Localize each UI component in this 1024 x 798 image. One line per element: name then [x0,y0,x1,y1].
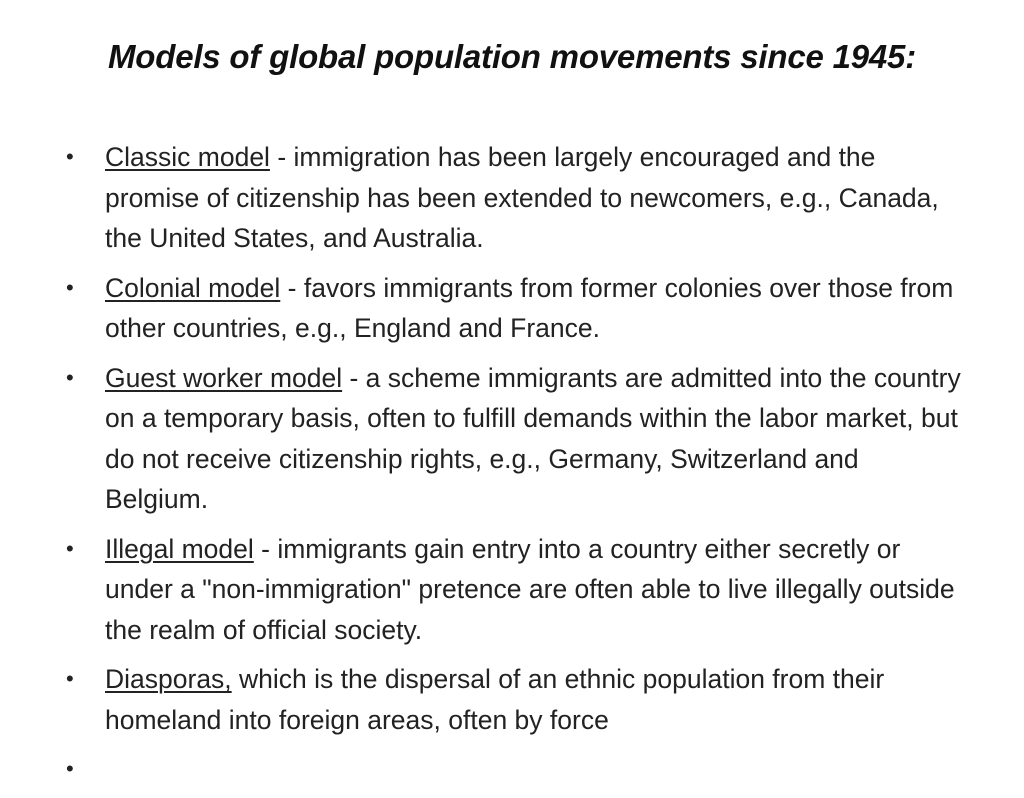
slide-title: Models of global population movements since 1945: [107,38,916,75]
bullet-item-guest-worker-model [0,358,1024,520]
bullet-item-diasporas [0,659,1024,740]
bullet-term: Classic model [105,142,270,172]
bullet-text: - immigrants gain entry into a country either secretly or under a "non-immigration" pretence are often able to live illegally outside the realm of official society. [105,533,955,645]
bullet-text: - favors immigrants from former colonies over those from other countries, e.g., England and France. [105,272,954,343]
bullet-term: Diasporas, [105,664,232,694]
bullet-list [0,137,1024,798]
bullet-icon: • [66,756,74,781]
bullet-item-colonial-model [0,268,1024,349]
bullet-item-classic-model [0,137,1024,259]
bullet-term: Illegal model [105,533,254,564]
bullet-item-illegal-model [0,529,1024,651]
bullet-term: Colonial model [105,272,281,303]
bullet-text: - immigration has been largely encouraged and the promise of citizenship has been extended to newcomers, e.g., Canada, the United States, and Australia. [105,142,939,253]
bullet-icon: • [66,535,74,561]
bullet-icon: • [66,274,74,300]
bullet-term: Guest worker model [105,362,343,393]
bullet-icon: • [66,144,74,169]
bullet-icon: • [66,364,74,390]
bullet-text: - a scheme immigrants are admitted into the country on a temporary basis, often to fulfill demands within the labor market, but do not receive citizenship rights, e.g., Germany, Switzerland and Belgium. [105,362,961,514]
bullet-item-empty [0,749,1024,789]
bullet-icon: • [66,666,74,691]
bullet-text: which is the dispersal of an ethnic population from their homeland into foreign areas, often by force [105,664,885,735]
